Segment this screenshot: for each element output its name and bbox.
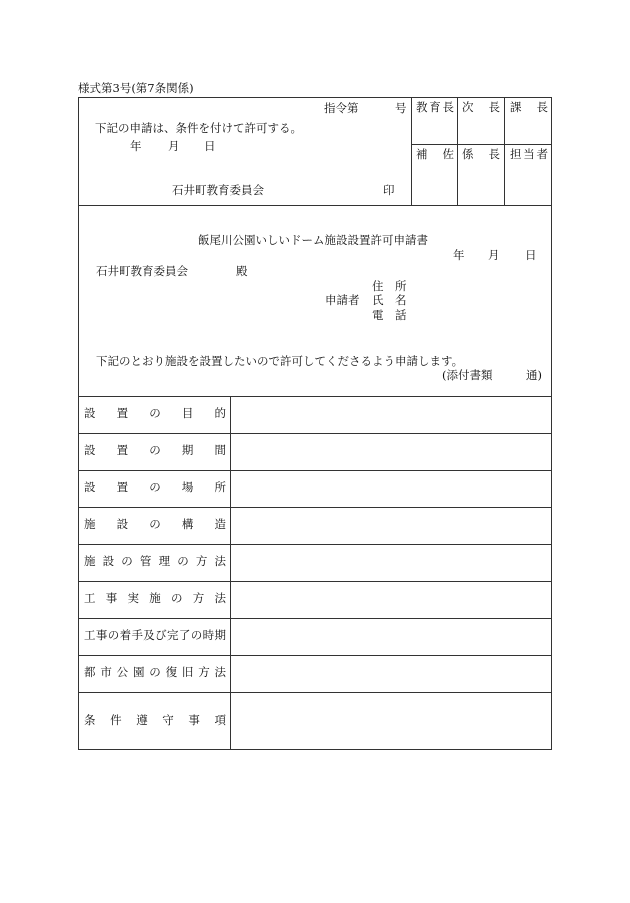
application-date-day: 日 bbox=[525, 248, 537, 262]
addressee: 石井町教育委員会 bbox=[96, 264, 188, 278]
row-label-purpose: 設 置 の 目 的 bbox=[84, 406, 226, 420]
stamp-grid-col3 bbox=[504, 97, 505, 205]
stamp-grid-left bbox=[411, 97, 412, 205]
row-label-restoration-method: 都 市 公 園 の 復 旧 方 法 bbox=[84, 665, 226, 679]
approval-date-day: 日 bbox=[204, 139, 216, 153]
application-title: 飯尾川公園いしいドーム施設設置許可申請書 bbox=[198, 233, 428, 247]
row-label-construction-timing: 工 事 の 着 手 及 び 完 了 の 時 期 bbox=[84, 628, 226, 642]
applicant-field-address: 住 所 bbox=[372, 279, 407, 293]
approval-date-year: 年 bbox=[130, 139, 142, 153]
directive-number-prefix: 指令第 bbox=[324, 101, 359, 115]
addressee-honorific: 殿 bbox=[236, 264, 248, 278]
detail-table-column-divider bbox=[230, 396, 231, 750]
stamp-label-section-chief: 課 長 bbox=[510, 100, 548, 114]
row-label-construction-method: 工 事 実 施 の 方 法 bbox=[84, 591, 226, 605]
stamp-label-superintendent: 教 育 長 bbox=[416, 100, 454, 114]
application-date-year: 年 bbox=[453, 248, 465, 262]
row-label-structure: 施 設 の 構 造 bbox=[84, 517, 226, 531]
row-value-restoration-method[interactable] bbox=[232, 656, 550, 691]
form-title: 様式第3号(第7条関係) bbox=[78, 81, 194, 95]
row-value-structure[interactable] bbox=[232, 508, 550, 543]
stamp-label-unit-chief: 係 長 bbox=[462, 147, 500, 161]
attachments-suffix: 通) bbox=[526, 368, 542, 382]
directive-number-suffix: 号 bbox=[395, 101, 407, 115]
applicant-field-name: 氏 名 bbox=[372, 293, 407, 307]
application-request: 下記のとおり施設を設置したいので許可してくださるよう申請します。 bbox=[96, 354, 464, 368]
row-value-construction-timing[interactable] bbox=[232, 619, 550, 654]
row-value-management-method[interactable] bbox=[232, 545, 550, 580]
stamp-label-assistant: 補 佐 bbox=[416, 147, 454, 161]
row-label-period: 設 置 の 期 間 bbox=[84, 443, 226, 457]
row-label-location: 設 置 の 場 所 bbox=[84, 480, 226, 494]
approval-seal: 印 bbox=[383, 183, 395, 197]
row-value-purpose[interactable] bbox=[232, 397, 550, 432]
applicant-field-phone: 電 話 bbox=[372, 308, 407, 322]
stamp-grid-col2 bbox=[457, 97, 458, 205]
row-label-compliance-conditions: 条 件 遵 守 事 項 bbox=[84, 713, 226, 727]
row-value-construction-method[interactable] bbox=[232, 582, 550, 617]
row-value-compliance-conditions[interactable] bbox=[232, 693, 550, 749]
application-date-month: 月 bbox=[488, 248, 500, 262]
row-value-location[interactable] bbox=[232, 471, 550, 506]
row-value-period[interactable] bbox=[232, 434, 550, 469]
approval-board-name: 石井町教育委員会 bbox=[172, 183, 264, 197]
approval-section-divider bbox=[78, 205, 552, 206]
stamp-grid-mid bbox=[411, 144, 552, 145]
row-label-management-method: 施 設 の 管 理 の 方 法 bbox=[84, 554, 226, 568]
stamp-label-deputy: 次 長 bbox=[462, 100, 500, 114]
approval-statement: 下記の申請は、条件を付けて許可する。 bbox=[95, 121, 302, 135]
applicant-label: 申請者 bbox=[325, 293, 360, 307]
stamp-label-person-in-charge: 担 当 者 bbox=[510, 147, 548, 161]
approval-date-month: 月 bbox=[168, 139, 180, 153]
attachments-label: (添付書類 bbox=[442, 368, 493, 382]
